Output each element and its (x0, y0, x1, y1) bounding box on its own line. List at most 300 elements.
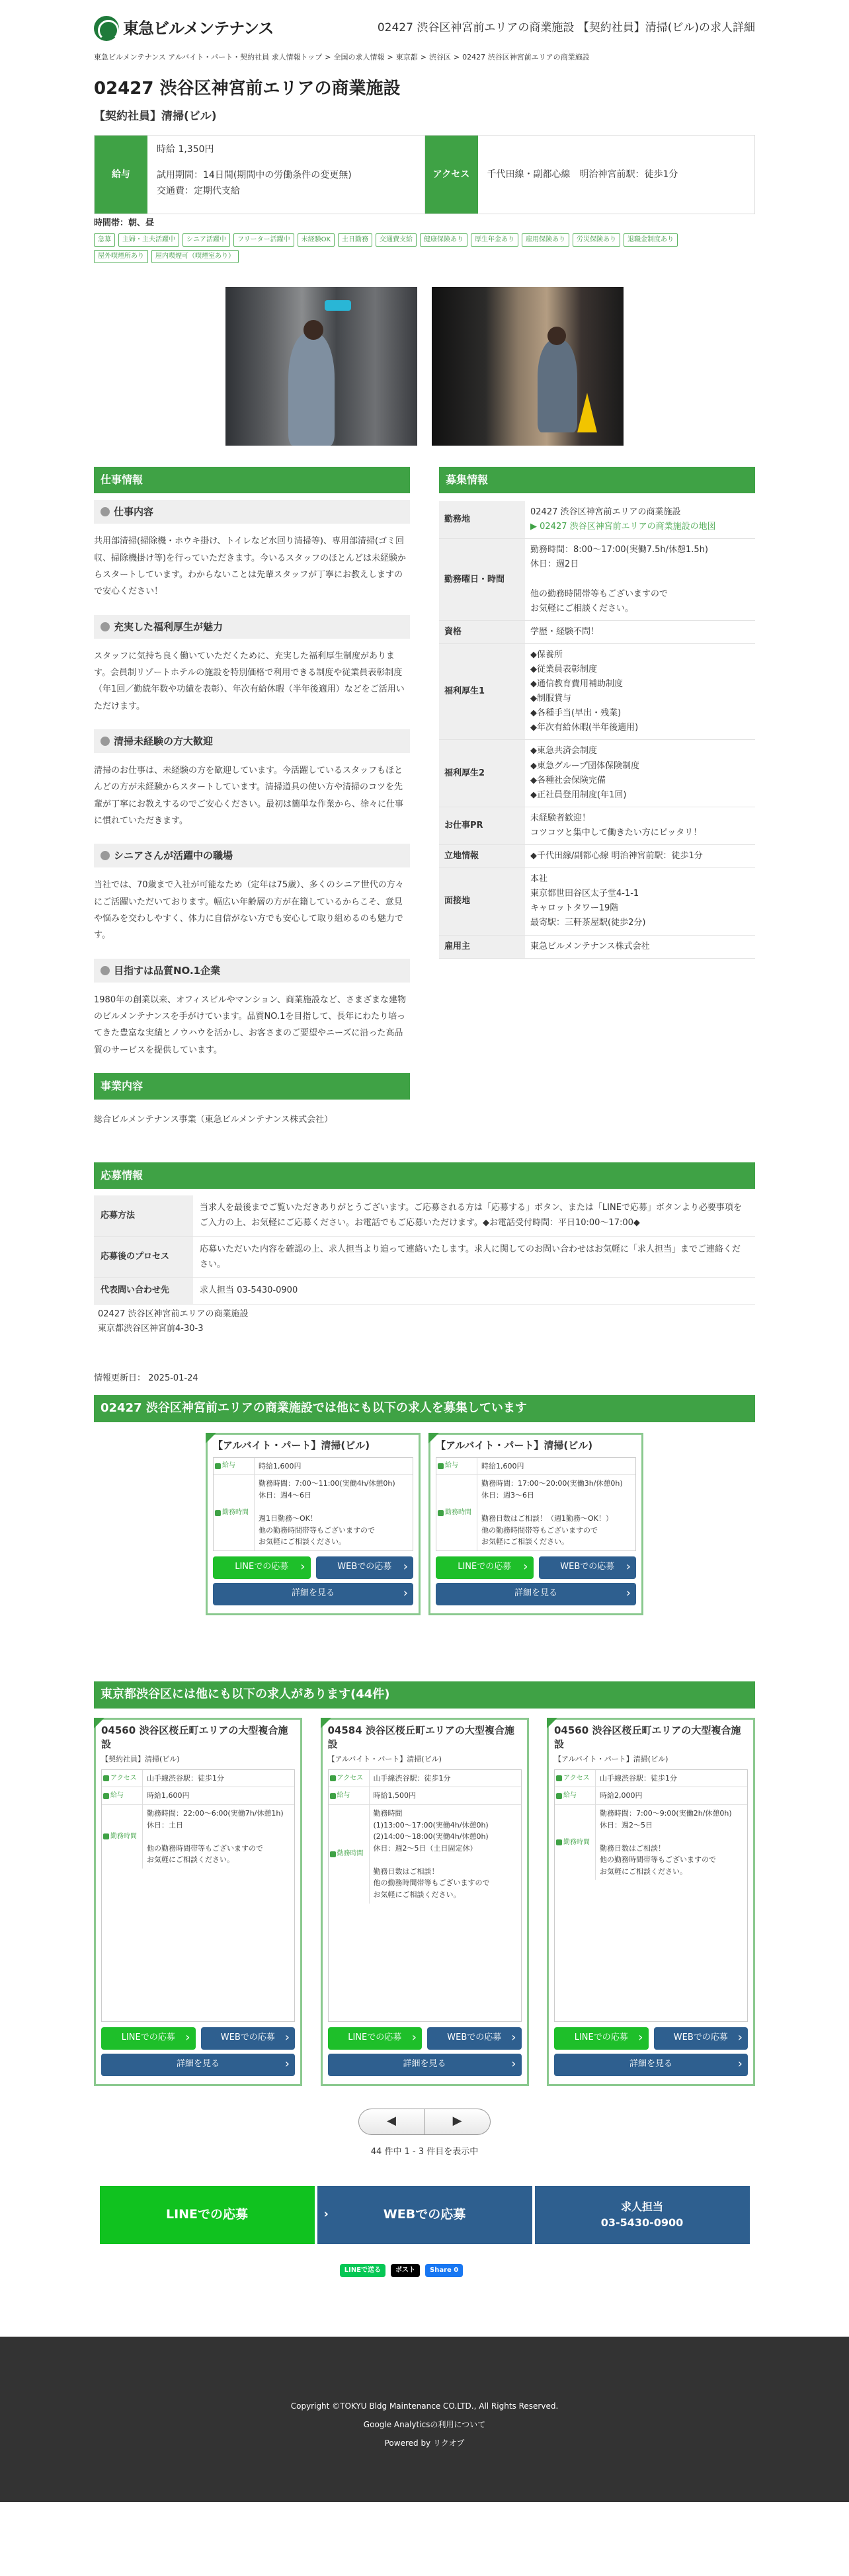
detail-label (214, 1458, 255, 1475)
job-card-type: 【契約社員】清掃(ビル) (101, 1755, 180, 1764)
detail-label (214, 1475, 255, 1550)
feature-tag: 屋内喫煙可（喫煙室あり） (151, 250, 239, 263)
salary-info (147, 136, 425, 214)
detail-row (555, 1770, 747, 1788)
phone-number: 03-5430-0900 (600, 2216, 684, 2229)
hours-line (259, 1501, 395, 1513)
breadcrumb-item[interactable]: 全国の求人情報 (333, 53, 385, 61)
hours-line: 他の勤務時間帯等もございますので (259, 1525, 375, 1535)
salary-value: 時給2,000円 (600, 1791, 643, 1800)
recruit-row-value (525, 935, 755, 958)
recruit-value-line: 学歴・経験不問！ (530, 626, 600, 637)
apply-row-value: 応募いただいた内容を確認の上、求人担当より追って連絡いたします。求人に関してのお問い合わせはお気軽に「求人担当」までご連絡ください。 (193, 1236, 755, 1278)
detail-label (329, 1787, 370, 1804)
footer (0, 2337, 849, 2502)
hours-line: 他の勤務時間帯等もございますので (147, 1843, 263, 1853)
pager (94, 2109, 755, 2135)
recruit-row-value (525, 501, 755, 539)
detail-button[interactable]: 詳細を見る › (554, 2054, 748, 2076)
work-section-text: 共用部清掃(掃除機・ホウキ掛け、トイレなど水回り清掃等)、専用部清掃(ゴミ回収、掃除機掛け等)を行っていただきます。今いるスタッフのほとんどは未経験からスタートしています。わからないことは先輩スタッフが丁寧にお教えしますので安心ください！ (94, 536, 407, 597)
feature-tag: 労災保険あり (573, 233, 620, 247)
access-value: 山手線渋谷駅：徒歩1分 (600, 1773, 677, 1783)
detail-label (102, 1787, 143, 1804)
trial-period: 試用期間：14日間(期間中の労働条件の変更無) (157, 169, 352, 181)
salary-label: 給与 (95, 136, 147, 214)
job-card (206, 1433, 421, 1615)
detail-button[interactable]: 詳細を見る › (213, 1583, 413, 1605)
label-icon (330, 1775, 336, 1781)
detail-label-text: 勤務時間 (445, 1509, 471, 1517)
recruit-row-label: 資格 (439, 620, 525, 643)
detail-label-text: 勤務時間 (110, 1832, 137, 1840)
recruit-value-line: 休日：週2日 (530, 559, 579, 570)
detail-button[interactable]: 詳細を見る › (101, 2054, 295, 2076)
detail-value (370, 1805, 494, 1904)
detail-value (477, 1458, 528, 1475)
recruit-value-line: ◆東急グループ団体保険制度 (530, 760, 639, 771)
hours-line: お気軽にご相談ください。 (259, 1537, 346, 1547)
line-share-button[interactable]: LINEで送る (340, 2264, 385, 2277)
same-site-cards (94, 1433, 755, 1615)
photo-counter-cleaning (432, 287, 624, 446)
detail-value (143, 1770, 228, 1787)
recruit-row-value (525, 740, 755, 807)
detail-label-text: アクセス (110, 1774, 137, 1782)
job-card-type: 【アルバイト・パート】清掃(ビル) (327, 1755, 442, 1764)
hours-line: 休日：土日 (147, 1820, 183, 1830)
work-section-text: スタッフに気持ち良く働いていただくために、充実した福利厚生制度があります。会員制リゾートホテルの施設を特別価格で利用できる制度や従業員表彰制度（年1回／勤続年数や功績を表彰）、年次有給休暇（半年後適用）などをご活用いただけます。 (94, 651, 405, 711)
label-icon (103, 1793, 109, 1799)
detail-row (436, 1475, 635, 1550)
apply-row-label: 代表問い合わせ先 (94, 1278, 193, 1305)
work-section-text: 当社では、70歳まで入社が可能なため（定年は75歳）、多くのシニア世代の方々にご活躍いただいております。幅広い年齢層の方が在籍しているからこそ、意見や悩みを交わしやすく、体力に自信がない方でも安心して取り組めるのも魅力です。 (94, 880, 404, 941)
feature-tag: シニア活躍中 (182, 233, 230, 247)
hours-line: 勤務時間：17:00〜20:00(実働3h/休憩0h) (481, 1479, 623, 1488)
hours-line: 勤務時間：7:00〜9:00(実働2h/休憩0h) (600, 1808, 732, 1818)
recruit-info-heading: 募集情報 (439, 467, 755, 493)
detail-row (214, 1458, 413, 1476)
breadcrumb-separator: > (325, 53, 331, 61)
line-apply-button[interactable]: LINEでの応募 › (101, 2027, 196, 2050)
work-subheading-text: 清掃未経験の方大歓迎 (114, 735, 214, 747)
recruit-row-label: 立地情報 (439, 845, 525, 868)
area-heading: 東京都渋谷区には他にも以下の求人があります(44件) (94, 1681, 755, 1709)
hours-line: 休日：週2〜5日 (600, 1820, 653, 1830)
card-buttons (554, 2027, 748, 2050)
detail-label (555, 1770, 596, 1787)
recruit-row-label: 福利厚生1 (439, 643, 525, 740)
label-icon (556, 1839, 562, 1845)
detail-value (143, 1805, 288, 1869)
job-card-details (101, 1769, 295, 2022)
detail-value (596, 1770, 681, 1787)
label-icon (438, 1510, 444, 1516)
feature-tag: 退職金制度あり (624, 233, 678, 247)
detail-value (143, 1787, 194, 1804)
apply-row-value: 当求人を最後までご覧いただきありがとうございます。ご応募される方は「応募する」ボタン、または「LINEで応募」ボタンより必要事項をご入力の上、お気軽にご応募ください。お電話でもご応募いただけます。◆お電話受付時間：平日10:00〜17:00◆ (193, 1195, 755, 1236)
recruit-value-line: キャロットタワー19階 (530, 903, 619, 914)
employment-type: 【契約社員】清掃(ビル) (94, 110, 217, 124)
recruit-value-line (530, 573, 750, 587)
recruit-row-value (525, 539, 755, 620)
detail-label (555, 1805, 596, 1880)
feature-tag: 厚生年金あり (471, 233, 518, 247)
work-section-text: 1980年の創業以来、オフィスビルやマンション、商業施設など、さまざまな建物のビルメンテナンスを手がけています。品質NO.1を目指して、長年にわたり培ってきた豊富な実績とノウハウを活かし、お客さまのご要望やニーズに沿った高品質のサービスを提供しています。 (94, 994, 407, 1055)
hours-line: お気軽にご相談ください。 (147, 1855, 234, 1865)
detail-value (255, 1475, 399, 1550)
detail-label (555, 1787, 596, 1804)
salary-value: 時給 1,350円 (157, 144, 214, 155)
recruit-row-value (525, 807, 755, 844)
detail-label-text: 勤務時間 (563, 1838, 590, 1846)
recruit-value-line: 本社 (530, 874, 548, 885)
map-link[interactable]: ▶ 02427 渋谷区神宮前エリアの商業施設の地図 (530, 522, 716, 532)
label-icon (556, 1793, 562, 1799)
hours-line: 週1日勤務〜OK！ (259, 1514, 317, 1523)
bullet-icon (101, 737, 110, 746)
detail-button[interactable]: 詳細を見る › (436, 1583, 636, 1605)
recruit-value-line: ◆年次有給休暇(半年後適用) (530, 723, 639, 733)
access-label: アクセス (425, 136, 478, 214)
label-icon (103, 1775, 109, 1781)
analytics-link[interactable]: Google Analyticsの利用について (363, 2419, 486, 2429)
line-apply-button[interactable]: LINEでの応募 › (554, 2027, 649, 2050)
result-count: 44 件中 1 - 3 件目を表示中 (370, 2146, 479, 2157)
recruit-value-line: ◆通信教育費用補助制度 (530, 679, 623, 690)
job-card-title[interactable]: 04560 渋谷区桜丘町エリアの大型複合施設 (101, 1724, 288, 1751)
work-subheading (94, 500, 410, 524)
transport-fee: 交通費：定期代支給 (157, 186, 240, 197)
apply-row-value: 求人担当 03-5430-0900 (193, 1278, 755, 1305)
recruit-row-label: 勤務地 (439, 501, 525, 539)
line-apply-button[interactable] (100, 2186, 315, 2244)
recruit-row (439, 845, 755, 868)
recruit-row-label: 福利厚生2 (439, 740, 525, 807)
hours-line: 休日：週4〜6日 (259, 1490, 311, 1500)
card-buttons (101, 2027, 295, 2050)
work-info-column (94, 467, 410, 1143)
breadcrumb-separator: > (387, 53, 393, 61)
recruit-value-line: 東急ビルメンテナンス株式会社 (530, 941, 650, 951)
company-logo[interactable] (94, 16, 273, 41)
recruit-row-label: 雇用主 (439, 935, 525, 958)
page-title: 02427 渋谷区神宮前エリアの商業施設 (94, 78, 401, 99)
apply-heading: 応募情報 (94, 1162, 755, 1189)
job-card-details (213, 1457, 413, 1551)
detail-label (436, 1458, 477, 1475)
detail-label (102, 1805, 143, 1869)
header-title: 02427 渋谷区神宮前エリアの商業施設 【契約社員】清掃(ビル)の求人詳細 (377, 21, 755, 35)
recruit-value-line: ◆従業員表彰制度 (530, 664, 597, 675)
detail-label-text: 勤務時間 (222, 1509, 249, 1517)
breadcrumb-item[interactable]: 東京都 (395, 53, 418, 61)
work-subheading (94, 729, 410, 753)
recruit-value-line: ◆千代田線/副都心線 明治神宮前駅：徒歩1分 (530, 851, 703, 862)
detail-value (596, 1787, 647, 1804)
job-card (547, 1718, 755, 2086)
work-subheading-text: 仕事内容 (114, 506, 154, 518)
detail-value (370, 1787, 421, 1804)
recruit-value-line: ◆東急共済会制度 (530, 746, 597, 756)
detail-row (102, 1805, 294, 1869)
recruit-value-line: コツコツと集中して働きたい方にピッタリ！ (530, 827, 702, 838)
recruit-row (439, 807, 755, 844)
apply-row-label: 応募後のプロセス (94, 1236, 193, 1278)
detail-value (596, 1805, 736, 1880)
address-name: 02427 渋谷区神宮前エリアの商業施設 (98, 1309, 249, 1320)
recruit-value-line: ◆保養所 (530, 649, 563, 660)
recruit-row-value (525, 845, 755, 868)
access-value: 千代田線・副都心線 明治神宮前駅：徒歩1分 (487, 169, 678, 181)
line-apply-button[interactable]: LINEでの応募 › (328, 2027, 423, 2050)
detail-value (370, 1770, 455, 1787)
detail-row (329, 1805, 521, 1904)
bullet-icon (101, 966, 110, 975)
work-info-heading: 仕事情報 (94, 467, 410, 493)
work-section-text: 清掃のお仕事は、未経験の方を歓迎しています。今活躍しているスタッフもほとんどの方が未経験からスタートしています。清掃道具の使い方や清掃のコツを先輩が丁寧にお教えするのでご安心ください。最初は簡単な作業から、徐々に仕事に慣れていただきます。 (94, 765, 404, 826)
hours-line (147, 1831, 284, 1843)
recruit-row (439, 935, 755, 958)
recruit-value-line: 勤務時間：8:00〜17:00(実働7.5h/休憩1.5h) (530, 545, 709, 555)
card-buttons (213, 1556, 413, 1579)
recruit-table (439, 501, 755, 958)
detail-row (102, 1787, 294, 1805)
web-apply-label: WEBでの応募 (383, 2207, 466, 2222)
recruit-value-line: お気軽にご相談ください。 (530, 603, 634, 614)
detail-label (329, 1805, 370, 1904)
job-card-details (554, 1769, 748, 2022)
apply-table (94, 1195, 755, 1305)
detail-row (329, 1770, 521, 1788)
recruit-value-line: ◆制服貸与 (530, 694, 571, 704)
site-header (94, 0, 755, 53)
breadcrumb-item[interactable]: 東急ビルメンテナンス アルバイト・パート・契約社員 求人情報トップ (94, 53, 323, 61)
recruit-row-value (525, 620, 755, 643)
label-icon (556, 1775, 562, 1781)
bullet-icon (101, 507, 110, 516)
pager-next-button[interactable]: ▶ (425, 2109, 491, 2135)
recruit-row-label: 面接地 (439, 868, 525, 935)
facebook-share-button[interactable]: Share 0 (425, 2264, 463, 2277)
work-subheading (94, 959, 410, 983)
feature-tag: 健康保険あり (420, 233, 467, 247)
recruit-info-column (439, 467, 755, 1143)
business-heading: 事業内容 (94, 1073, 410, 1100)
job-card (321, 1718, 529, 2086)
work-subheading-text: シニアさんが活躍中の職場 (114, 850, 233, 862)
detail-label-text: アクセス (563, 1774, 590, 1782)
recruit-value-line: 東京都世田谷区太子堂4-1-1 (530, 889, 639, 899)
breadcrumb (94, 52, 755, 63)
label-icon (438, 1463, 444, 1469)
work-subheading (94, 844, 410, 867)
hours-line: お気軽にご相談ください。 (373, 1890, 461, 1900)
breadcrumb-item[interactable]: 渋谷区 (428, 53, 451, 61)
apply-row (94, 1195, 755, 1236)
label-icon (215, 1463, 221, 1469)
recruit-row (439, 501, 755, 539)
hours-line (481, 1501, 623, 1513)
hours-line: お気軽にご相談ください。 (600, 1867, 687, 1876)
detail-row (214, 1475, 413, 1550)
recruit-row (439, 620, 755, 643)
recruit-value-line: 02427 渋谷区神宮前エリアの商業施設 (530, 507, 681, 518)
feature-tag: 雇用保険あり (522, 233, 569, 247)
feature-tag: 交通費支給 (376, 233, 417, 247)
job-card (428, 1433, 643, 1615)
recruit-value-line: ◆各種手当(早出・残業) (530, 708, 622, 719)
recruit-value-line: ◆各種社会保険完備 (530, 775, 606, 785)
salary-value: 時給1,500円 (373, 1791, 416, 1800)
hours-line: 勤務時間：22:00〜6:00(実働7h/休憩1h) (147, 1808, 284, 1818)
hours-line: 他の勤務時間帯等もございますので (481, 1525, 598, 1535)
feature-tags (94, 233, 729, 263)
hours-line: 勤務時間 (373, 1808, 403, 1818)
job-card-type: 【アルバイト・パート】清掃(ビル) (554, 1755, 668, 1764)
salary-value: 時給1,600円 (259, 1461, 302, 1470)
hours-line: 休日：週2〜5日（土日固定休） (373, 1843, 477, 1853)
chevron-right-icon: › (323, 2207, 329, 2222)
hours-line: お気軽にご相談ください。 (481, 1537, 569, 1547)
breadcrumb-separator: > (420, 53, 426, 61)
detail-value (477, 1475, 627, 1550)
apply-row-label: 応募方法 (94, 1195, 193, 1236)
share-buttons (48, 2264, 755, 2277)
detail-button[interactable]: 詳細を見る › (328, 2054, 522, 2076)
bullet-icon (101, 851, 110, 860)
salary-value: 時給1,600円 (481, 1461, 524, 1470)
detail-label-text: 給与 (110, 1792, 124, 1800)
job-card-title[interactable]: 04584 渋谷区桜丘町エリアの大型複合施設 (327, 1724, 514, 1751)
feature-tag: フリーター活躍中 (233, 233, 294, 247)
job-card-title[interactable]: 04560 渋谷区桜丘町エリアの大型複合施設 (554, 1724, 741, 1751)
phone-label: 求人担当 (620, 2200, 663, 2213)
line-apply-label: LINEでの応募 (165, 2207, 249, 2222)
photo-wall-cleaning (225, 287, 417, 446)
recruit-row (439, 868, 755, 935)
recruit-row (439, 740, 755, 807)
feature-tag: 主婦・主夫活躍中 (118, 233, 179, 247)
recruit-row (439, 539, 755, 620)
recruit-row-label: お仕事PR (439, 807, 525, 844)
work-subheading-text: 充実した福利厚生が魅力 (114, 620, 223, 633)
recruit-value-line: 未経験者歓迎！ (530, 813, 591, 823)
detail-label-text: アクセス (337, 1774, 364, 1782)
hours-line: 勤務時間：7:00〜11:00(実働4h/休憩0h) (259, 1479, 395, 1488)
hours-line: 他の勤務時間帯等もございますので (373, 1878, 490, 1888)
job-photos (94, 287, 755, 446)
card-buttons (436, 1556, 636, 1579)
detail-label (102, 1770, 143, 1787)
feature-tag: 急募 (94, 233, 115, 247)
bullet-icon (101, 622, 110, 631)
job-card (94, 1718, 302, 2086)
label-icon (330, 1793, 336, 1799)
phone-apply-button[interactable] (535, 2186, 750, 2244)
work-address (94, 1305, 755, 1339)
work-subheading-text: 目指すは品質NO.1企業 (114, 964, 221, 977)
feature-tag: 屋外喫煙所あり (94, 250, 148, 263)
recruit-value-line: 他の勤務時間帯等もございますので (530, 588, 668, 599)
powered-by[interactable]: Powered by リクオプ (384, 2438, 465, 2448)
hours-line: 休日：週3〜6日 (481, 1490, 534, 1500)
web-apply-button[interactable]: WEBでの応募 › (539, 1556, 637, 1579)
feature-tag: 未経験OK (298, 233, 335, 247)
updated-date: 情報更新日： 2025-01-24 (94, 1373, 198, 1384)
recruit-value-line: 最寄駅：三軒茶屋駅(徒歩2分) (530, 918, 646, 928)
work-subheading (94, 615, 410, 639)
apply-row (94, 1278, 755, 1305)
card-buttons (328, 2027, 522, 2050)
hours-line: 勤務日数はご相談！ (600, 1843, 665, 1853)
same-site-heading: 02427 渋谷区神宮前エリアの商業施設では他にも以下の求人を募集しています (94, 1395, 755, 1422)
salary-value: 時給1,600円 (147, 1791, 190, 1800)
hours-line: (2)14:00〜18:00(実働4h/休憩0h) (373, 1832, 489, 1841)
label-icon (215, 1510, 221, 1516)
label-icon (103, 1833, 109, 1839)
detail-row (102, 1770, 294, 1788)
job-card-title[interactable]: 【アルバイト・パート】清掃(ビル) (213, 1439, 370, 1451)
recruit-row (439, 643, 755, 740)
label-icon (330, 1851, 336, 1857)
hours-line: 勤務日数はご相談！ (373, 1867, 439, 1876)
web-apply-button[interactable]: WEBでの応募 › (654, 2027, 748, 2050)
copyright: Copyright ©TOKYU Bldg Maintenance CO.LTD., All Rights Reserved. (290, 2401, 559, 2411)
feature-tag: 土日勤務 (338, 233, 372, 247)
access-value: 山手線渋谷駅：徒歩1分 (373, 1773, 451, 1783)
pager-prev-button[interactable]: ◀ (358, 2109, 425, 2135)
line-apply-button[interactable]: LINEでの応募 › (213, 1556, 311, 1579)
web-apply-button[interactable]: WEBでの応募 › (427, 2027, 522, 2050)
detail-row (555, 1805, 747, 1880)
web-apply-button[interactable] (317, 2186, 532, 2244)
address-street: 東京都渋谷区神宮前4-30-3 (98, 1324, 204, 1334)
hours-line (374, 1854, 490, 1866)
area-cards (94, 1718, 755, 2086)
apply-buttons (94, 2186, 755, 2244)
detail-row (329, 1787, 521, 1805)
detail-label (329, 1770, 370, 1787)
detail-label-text: 給与 (445, 1462, 458, 1470)
detail-row (436, 1458, 635, 1476)
job-summary (94, 135, 755, 214)
detail-label-text: 給与 (563, 1792, 577, 1800)
time-band: 時間帯：朝、昼 (94, 218, 155, 229)
recruit-row-value (525, 868, 755, 935)
hours-line (600, 1831, 732, 1843)
business-text: 総合ビルメンテナンス事業（東急ビルメンテナンス株式会社） (94, 1115, 333, 1125)
web-apply-button[interactable]: WEBでの応募 › (201, 2027, 296, 2050)
recruit-row-value (525, 643, 755, 740)
x-post-button[interactable]: ポスト (391, 2264, 420, 2277)
detail-value (255, 1458, 305, 1475)
line-apply-button[interactable]: LINEでの応募 › (436, 1556, 534, 1579)
job-card-details (436, 1457, 636, 1551)
recruit-row-label: 勤務曜日・時間 (439, 539, 525, 620)
web-apply-button[interactable]: WEBでの応募 › (316, 1556, 414, 1579)
recruit-value-line: ◆正社員登用制度(年1回) (530, 789, 627, 800)
apply-row (94, 1236, 755, 1278)
hours-line: (1)13:00〜17:00(実働4h/休憩0h) (373, 1820, 489, 1830)
logo-text: 東急ビルメンテナンス (123, 19, 274, 38)
hours-line: 勤務日数はご相談！（週1勤務〜OK！） (481, 1514, 613, 1523)
job-card-title[interactable]: 【アルバイト・パート】清掃(ビル) (436, 1439, 593, 1451)
detail-label (436, 1475, 477, 1550)
detail-row (555, 1787, 747, 1805)
detail-label-text: 勤務時間 (337, 1850, 364, 1858)
detail-label-text: 給与 (337, 1792, 350, 1800)
breadcrumb-separator: > (453, 53, 460, 61)
